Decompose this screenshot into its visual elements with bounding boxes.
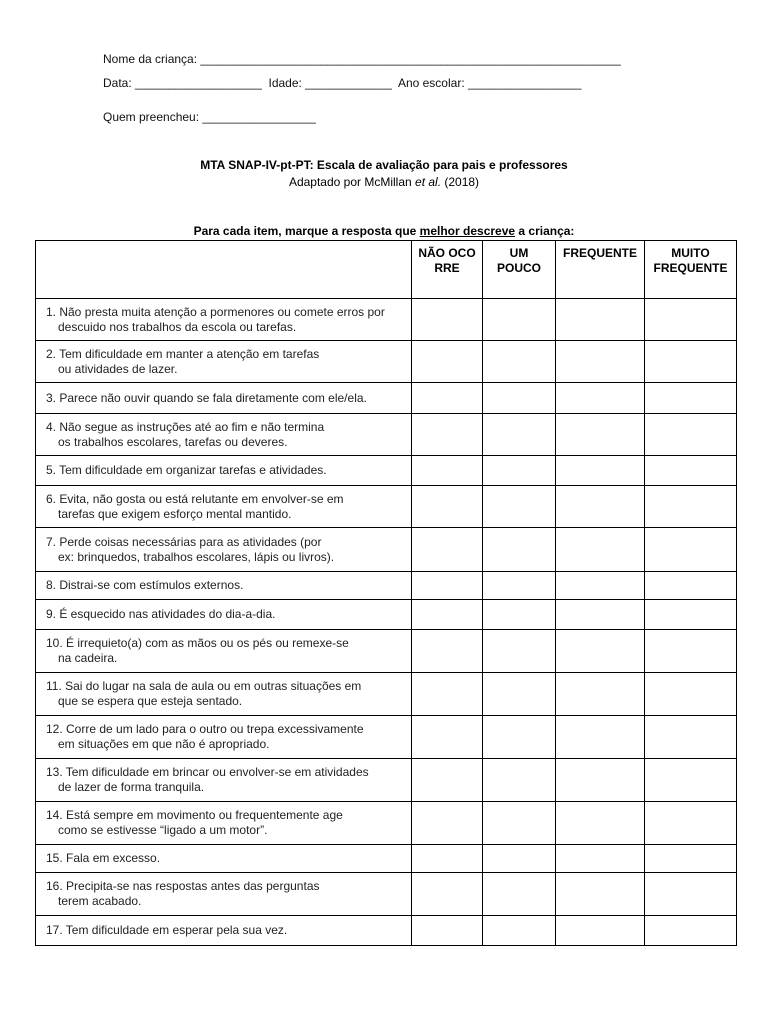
answer-cell-um-pouco[interactable] xyxy=(483,845,556,873)
answer-cell-frequente[interactable] xyxy=(556,916,645,946)
answer-cell-frequente[interactable] xyxy=(556,341,645,383)
item-text xyxy=(36,873,412,916)
table-row xyxy=(36,802,737,845)
subtitle-text: Adaptado por McMillan xyxy=(288,175,416,189)
answer-cell-nao-ocorre[interactable] xyxy=(412,528,483,572)
answer-cell-frequente[interactable] xyxy=(556,673,645,716)
answer-cell-frequente[interactable] xyxy=(556,630,645,673)
answer-cell-nao-ocorre[interactable] xyxy=(412,600,483,630)
item-line-1: 10. É irrequieto(a) com as mãos ou os pés ou remexe-se xyxy=(46,636,349,650)
answer-cell-muito-frequente[interactable] xyxy=(645,299,737,341)
answer-cell-muito-frequente[interactable] xyxy=(645,759,737,802)
answer-cell-nao-ocorre[interactable] xyxy=(412,630,483,673)
form-title-bold: MTA SNAP-IV-pt-PT: xyxy=(200,158,314,172)
item-line-1: 14. Está sempre em movimento ou frequentemente age xyxy=(46,808,343,822)
item-text xyxy=(36,572,412,600)
item-text xyxy=(36,802,412,845)
header-item-column xyxy=(36,241,412,299)
item-line-1: 9. É esquecido nas atividades do dia-a-dia. xyxy=(46,607,276,621)
item-line-2: em situações em que não é apropriado. xyxy=(58,737,270,751)
header-muito-frequente-label: FREQUENTE xyxy=(653,261,728,275)
instruction-underlined: melhor descreve xyxy=(419,224,516,238)
table-row xyxy=(36,673,737,716)
item-text xyxy=(36,630,412,673)
header-nao-ocorre-label: NÃO OCORRE xyxy=(418,246,476,275)
answer-cell-frequente[interactable] xyxy=(556,299,645,341)
item-line-2: ou atividades de lazer. xyxy=(58,361,178,376)
answer-cell-um-pouco[interactable] xyxy=(483,456,556,486)
answer-cell-um-pouco[interactable] xyxy=(483,916,556,946)
header-muito-label: MUITO xyxy=(671,246,710,260)
answer-cell-nao-ocorre[interactable] xyxy=(412,845,483,873)
item-line-2: na cadeira. xyxy=(58,651,118,665)
answer-cell-frequente[interactable] xyxy=(556,716,645,759)
subtitle-etal: et al. xyxy=(415,175,442,189)
item-line-2: terem acabado. xyxy=(58,894,142,908)
answer-cell-muito-frequente[interactable] xyxy=(645,845,737,873)
answer-cell-muito-frequente[interactable] xyxy=(645,673,737,716)
answer-cell-nao-ocorre[interactable] xyxy=(412,383,483,414)
form-title-rest: Escala de avaliação para pais e professores xyxy=(313,158,568,172)
table-row xyxy=(36,759,737,802)
table-row xyxy=(36,873,737,916)
answer-cell-um-pouco[interactable] xyxy=(483,299,556,341)
item-text xyxy=(36,456,412,486)
answer-cell-frequente[interactable] xyxy=(556,572,645,600)
answer-cell-um-pouco[interactable] xyxy=(483,873,556,916)
form-subtitle xyxy=(0,175,768,189)
answer-cell-um-pouco[interactable] xyxy=(483,414,556,456)
item-text xyxy=(36,716,412,759)
answer-cell-frequente[interactable] xyxy=(556,528,645,572)
table-row xyxy=(36,383,737,414)
answer-cell-nao-ocorre[interactable] xyxy=(412,759,483,802)
answer-cell-frequente[interactable] xyxy=(556,486,645,528)
item-line-1: 8. Distrai-se com estímulos externos. xyxy=(46,578,244,592)
instruction-post: a criança: xyxy=(515,224,575,238)
header-frequente-label: FREQUENTE xyxy=(562,246,637,260)
answer-cell-muito-frequente[interactable] xyxy=(645,456,737,486)
answer-cell-frequente[interactable] xyxy=(556,600,645,630)
answer-cell-nao-ocorre[interactable] xyxy=(412,456,483,486)
item-line-2: descuido nos trabalhos da escola ou tarefas. xyxy=(58,319,297,334)
answer-cell-nao-ocorre[interactable] xyxy=(412,673,483,716)
form-title xyxy=(0,158,768,172)
answer-cell-nao-ocorre[interactable] xyxy=(412,341,483,383)
item-line-2: como se estivesse “ligado a um motor”. xyxy=(58,823,268,837)
item-line-1: 12. Corre de um lado para o outro ou trepa excessivamente xyxy=(46,722,364,736)
answer-cell-um-pouco[interactable] xyxy=(483,528,556,572)
answer-cell-nao-ocorre[interactable] xyxy=(412,716,483,759)
answer-cell-muito-frequente[interactable] xyxy=(645,572,737,600)
item-line-1: 1. Não presta muita atenção a pormenores ou comete erros por xyxy=(46,304,385,319)
item-line-2: de lazer de forma tranquila. xyxy=(58,780,205,794)
answer-cell-nao-ocorre[interactable] xyxy=(412,802,483,845)
item-text xyxy=(36,845,412,873)
answer-cell-muito-frequente[interactable] xyxy=(645,916,737,946)
item-line-2: que se espera que esteja sentado. xyxy=(58,694,243,708)
table-row xyxy=(36,845,737,873)
answer-cell-muito-frequente[interactable] xyxy=(645,383,737,414)
answer-cell-um-pouco[interactable] xyxy=(483,630,556,673)
answer-cell-frequente[interactable] xyxy=(556,456,645,486)
answer-cell-nao-ocorre[interactable] xyxy=(412,486,483,528)
item-text xyxy=(36,299,412,341)
item-line-2: ex: brinquedos, trabalhos escolares, lápis ou livros). xyxy=(58,549,335,564)
table-row xyxy=(36,528,737,572)
header-frequente xyxy=(556,241,645,299)
item-line-1: 11. Sai do lugar na sala de aula ou em outras situações em xyxy=(46,679,362,693)
item-text xyxy=(36,341,412,383)
header-um-pouco xyxy=(483,241,556,299)
child-name-field[interactable]: Nome da criança: _______________________________________________________________ xyxy=(103,52,621,66)
table-row xyxy=(36,341,737,383)
item-text xyxy=(36,600,412,630)
answer-cell-muito-frequente[interactable] xyxy=(645,414,737,456)
answer-cell-muito-frequente[interactable] xyxy=(645,630,737,673)
answer-cell-muito-frequente[interactable] xyxy=(645,528,737,572)
table-row xyxy=(36,414,737,456)
answer-cell-frequente[interactable] xyxy=(556,414,645,456)
instruction-text xyxy=(0,224,768,238)
item-line-1: 6. Evita, não gosta ou está relutante em envolver-se em xyxy=(46,491,344,506)
item-line-1: 13. Tem dificuldade em brincar ou envolver-se em atividades xyxy=(46,765,369,779)
item-line-1: 7. Perde coisas necessárias para as atividades (por xyxy=(46,534,322,549)
answer-cell-nao-ocorre[interactable] xyxy=(412,916,483,946)
answer-cell-nao-ocorre[interactable] xyxy=(412,572,483,600)
answer-cell-muito-frequente[interactable] xyxy=(645,600,737,630)
header-muito-frequente xyxy=(645,241,737,299)
answer-cell-frequente[interactable] xyxy=(556,759,645,802)
answer-cell-nao-ocorre[interactable] xyxy=(412,299,483,341)
subtitle-year: (2018) xyxy=(441,175,480,189)
table-row xyxy=(36,299,737,341)
header-um-pouco-label: UM POUCO xyxy=(496,246,541,275)
answer-cell-um-pouco[interactable] xyxy=(483,759,556,802)
answer-cell-nao-ocorre[interactable] xyxy=(412,414,483,456)
table-row xyxy=(36,600,737,630)
answer-cell-um-pouco[interactable] xyxy=(483,383,556,414)
answer-cell-um-pouco[interactable] xyxy=(483,600,556,630)
item-line-2: tarefas que exigem esforço mental mantido. xyxy=(58,506,292,521)
item-line-2: os trabalhos escolares, tarefas ou deveres. xyxy=(58,434,288,449)
table-row xyxy=(36,486,737,528)
answer-cell-um-pouco[interactable] xyxy=(483,341,556,383)
answer-cell-muito-frequente[interactable] xyxy=(645,873,737,916)
item-line-1: 17. Tem dificuldade em esperar pela sua vez. xyxy=(46,923,288,937)
table-row xyxy=(36,456,737,486)
answer-cell-muito-frequente[interactable] xyxy=(645,341,737,383)
answer-cell-um-pouco[interactable] xyxy=(483,716,556,759)
date-age-grade-field[interactable]: Data: ___________________ Idade: _____________ Ano escolar: _________________ xyxy=(103,76,582,90)
filled-by-field[interactable]: Quem preencheu: _________________ xyxy=(103,110,316,124)
item-line-1: 3. Parece não ouvir quando se fala diretamente com ele/ela. xyxy=(46,390,367,405)
item-line-1: 15. Fala em excesso. xyxy=(46,851,161,865)
item-line-1: 2. Tem dificuldade em manter a atenção em tarefas xyxy=(46,346,320,361)
item-line-1: 16. Precipita-se nas respostas antes das perguntas xyxy=(46,879,320,893)
answer-cell-muito-frequente[interactable] xyxy=(645,486,737,528)
item-text xyxy=(36,486,412,528)
header-nao-ocorre xyxy=(412,241,483,299)
table-row xyxy=(36,916,737,946)
item-line-1: 5. Tem dificuldade em organizar tarefas e atividades. xyxy=(46,463,327,477)
answer-cell-um-pouco[interactable] xyxy=(483,802,556,845)
answer-cell-frequente[interactable] xyxy=(556,802,645,845)
instruction-pre: Para cada item, marque a resposta que xyxy=(193,224,420,238)
answer-cell-frequente[interactable] xyxy=(556,845,645,873)
answer-cell-frequente[interactable] xyxy=(556,383,645,414)
rating-table xyxy=(35,240,737,946)
answer-cell-um-pouco[interactable] xyxy=(483,572,556,600)
item-text xyxy=(36,528,412,572)
item-text xyxy=(36,759,412,802)
answer-cell-muito-frequente[interactable] xyxy=(645,716,737,759)
item-text xyxy=(36,414,412,456)
answer-cell-um-pouco[interactable] xyxy=(483,673,556,716)
answer-cell-um-pouco[interactable] xyxy=(483,486,556,528)
item-line-1: 4. Não segue as instruções até ao fim e não termina xyxy=(46,419,325,434)
item-text xyxy=(36,673,412,716)
answer-cell-nao-ocorre[interactable] xyxy=(412,873,483,916)
table-row xyxy=(36,716,737,759)
table-row xyxy=(36,572,737,600)
table-row xyxy=(36,630,737,673)
item-text xyxy=(36,383,412,414)
answer-cell-frequente[interactable] xyxy=(556,873,645,916)
item-text xyxy=(36,916,412,946)
answer-cell-muito-frequente[interactable] xyxy=(645,802,737,845)
